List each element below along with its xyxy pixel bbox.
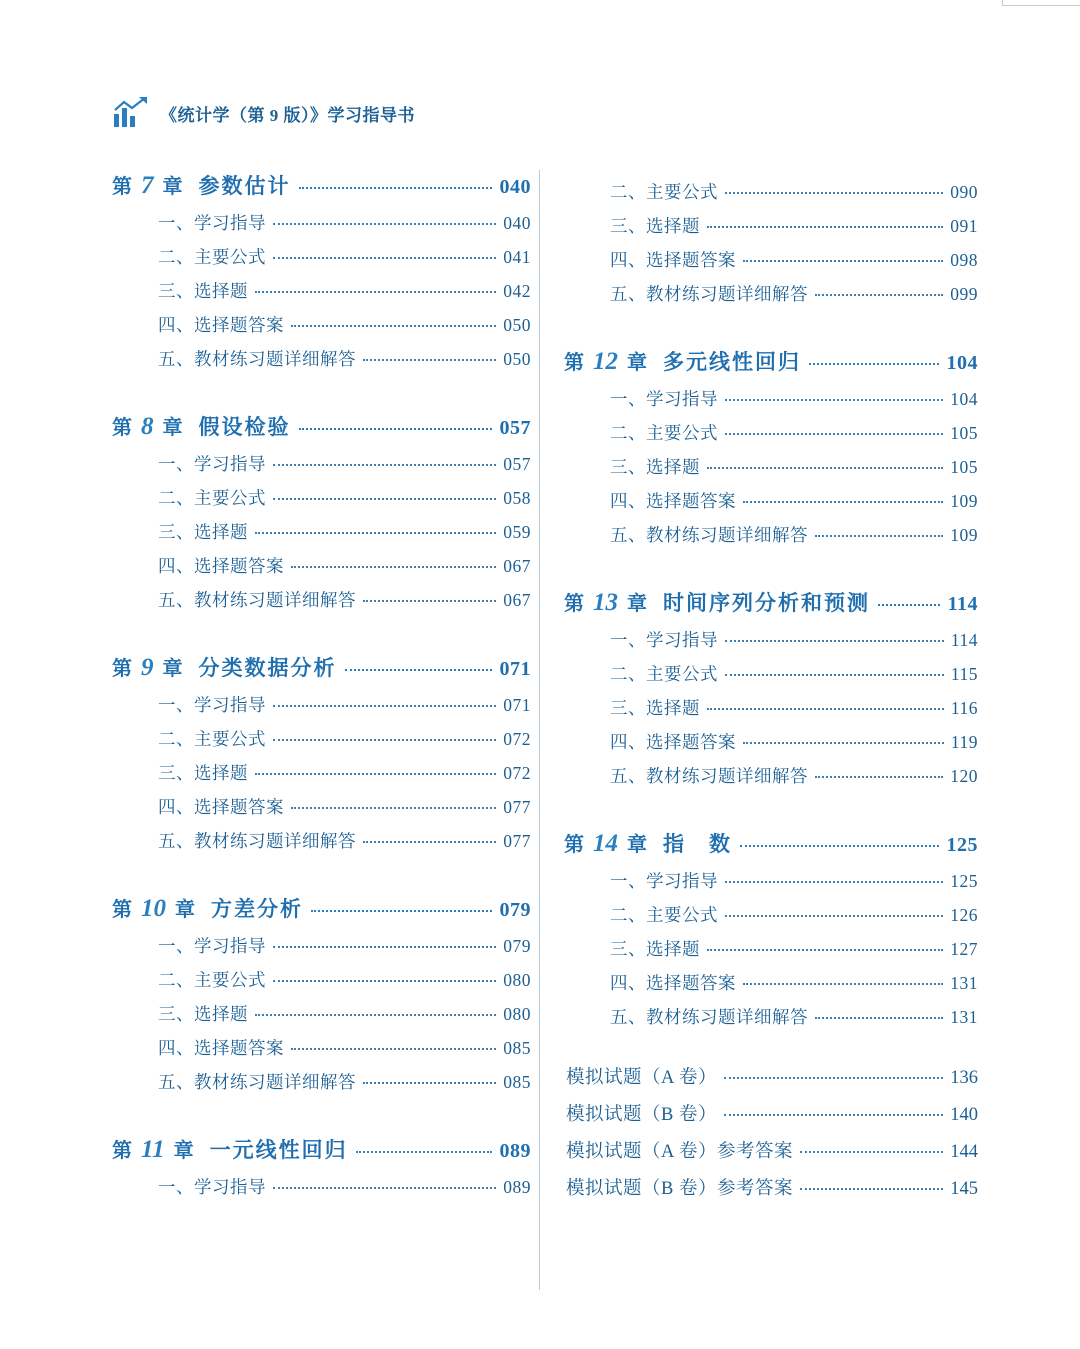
- entry-page-number: 080: [503, 970, 531, 990]
- chapter-title: 一元线性回归: [209, 1138, 348, 1162]
- toc-entry[interactable]: [610, 868, 978, 893]
- chapter-number: 8: [141, 413, 154, 440]
- toc-entry[interactable]: [610, 454, 978, 479]
- entry-label: 二、主要公式: [158, 488, 266, 508]
- toc-entry[interactable]: [610, 902, 978, 927]
- leader-dots: [707, 226, 943, 228]
- toc-entry[interactable]: [610, 1004, 978, 1029]
- leader-dots: [273, 464, 496, 466]
- chapter-page-number: 079: [499, 899, 531, 921]
- entry-label: 五、教材练习题详细解答: [610, 525, 808, 545]
- entry-label: 一、学习指导: [610, 630, 718, 650]
- leader-dots: [255, 532, 496, 534]
- toc-entry[interactable]: [610, 281, 978, 306]
- leader-dots: [743, 260, 943, 262]
- leader-dots: [725, 433, 943, 435]
- leader-dots: [299, 428, 492, 430]
- entry-label: 二、主要公式: [610, 182, 718, 202]
- chapter-page-number: 071: [499, 658, 531, 680]
- leader-dots: [743, 501, 943, 503]
- toc-entry[interactable]: [158, 828, 531, 853]
- leader-dots: [800, 1188, 943, 1190]
- leader-dots: [255, 291, 496, 293]
- leader-dots: [273, 223, 496, 225]
- entry-label: 一、学习指导: [158, 936, 266, 956]
- appendix-label: 模拟试题（B 卷）: [566, 1105, 717, 1125]
- leader-dots: [363, 841, 496, 843]
- toc-entry[interactable]: [158, 1001, 531, 1026]
- entry-label: 四、选择题答案: [158, 1038, 284, 1058]
- entry-label: 三、选择题: [610, 457, 700, 477]
- appendix-entry[interactable]: [564, 1100, 978, 1126]
- toc-left-column: [0, 170, 540, 1290]
- entry-page-number: 105: [950, 423, 978, 443]
- entry-label: 一、学习指导: [158, 1177, 266, 1197]
- leader-dots: [725, 915, 943, 917]
- chapter-number: 11: [141, 1136, 165, 1163]
- toc-entry[interactable]: [610, 627, 978, 652]
- toc-right-column: [540, 170, 1080, 1290]
- entry-page-number: 115: [950, 664, 978, 684]
- toc-entry[interactable]: [158, 692, 531, 717]
- entry-label: 二、主要公式: [610, 664, 718, 684]
- leader-dots: [273, 739, 496, 741]
- entry-label: 五、教材练习题详细解答: [610, 766, 808, 786]
- entry-label: 三、选择题: [610, 216, 700, 236]
- entry-page-number: 131: [950, 1007, 978, 1027]
- leader-dots: [291, 325, 496, 327]
- toc-entry[interactable]: [610, 386, 978, 411]
- entry-label: 一、学习指导: [158, 695, 266, 715]
- toc-entry[interactable]: [158, 933, 531, 958]
- toc-entry[interactable]: [158, 760, 531, 785]
- running-header: [112, 96, 415, 130]
- leader-dots: [815, 1017, 943, 1019]
- leader-dots: [724, 1114, 943, 1116]
- chapter-heading[interactable]: [112, 170, 531, 200]
- leader-dots: [291, 1048, 496, 1050]
- leader-dots: [311, 910, 492, 912]
- toc-entry[interactable]: [610, 522, 978, 547]
- appendix-label: 模拟试题（A 卷）参考答案: [566, 1142, 793, 1162]
- chapter-prefix: 第: [112, 658, 132, 680]
- leader-dots: [724, 1077, 943, 1079]
- chapter-unit: 章: [162, 176, 183, 198]
- toc-entry[interactable]: [158, 967, 531, 992]
- entry-page-number: 090: [950, 182, 978, 202]
- entry-page-number: 077: [503, 831, 531, 851]
- entry-page-number: 119: [950, 732, 978, 752]
- entry-label: 三、选择题: [158, 763, 248, 783]
- toc-entry[interactable]: [158, 587, 531, 612]
- appendix-page-number: 144: [950, 1142, 978, 1162]
- entry-label: 四、选择题答案: [158, 315, 284, 335]
- header-title: 《统计学（第 9 版）》学习指导书: [160, 105, 415, 125]
- chapter-heading[interactable]: [112, 652, 531, 682]
- entry-page-number: 098: [950, 250, 978, 270]
- toc-columns: [0, 170, 1080, 1290]
- entry-page-number: 071: [503, 695, 531, 715]
- chapter-title: 假设检验: [198, 415, 291, 439]
- chapter-heading[interactable]: [564, 587, 978, 617]
- chapter-page-number: 114: [947, 593, 978, 615]
- leader-dots: [363, 1082, 496, 1084]
- chapter-number: 10: [141, 895, 166, 922]
- toc-entry[interactable]: [610, 179, 978, 204]
- toc-entry[interactable]: [158, 1035, 531, 1060]
- entry-page-number: 131: [950, 973, 978, 993]
- chapter-title: 参数估计: [198, 174, 291, 198]
- entry-label: 五、教材练习题详细解答: [610, 1007, 808, 1027]
- entry-label: 二、主要公式: [158, 247, 266, 267]
- entry-page-number: 109: [950, 525, 978, 545]
- leader-dots: [345, 669, 492, 671]
- chapter-title: 分类数据分析: [198, 656, 337, 680]
- entry-label: 五、教材练习题详细解答: [610, 284, 808, 304]
- entry-label: 三、选择题: [158, 522, 248, 542]
- toc-entry[interactable]: [158, 210, 531, 235]
- toc-entry[interactable]: [610, 970, 978, 995]
- leader-dots: [273, 705, 496, 707]
- entry-label: 一、学习指导: [158, 454, 266, 474]
- toc-entry[interactable]: [158, 485, 531, 510]
- chapter-unit: 章: [175, 899, 195, 921]
- toc-entry[interactable]: [610, 763, 978, 788]
- entry-page-number: 067: [503, 556, 531, 576]
- leader-dots: [725, 640, 944, 642]
- entry-page-number: 085: [503, 1072, 531, 1092]
- chapter-title: 多元线性回归: [663, 350, 801, 374]
- appendix-page-number: 145: [950, 1179, 978, 1199]
- leader-dots: [707, 467, 943, 469]
- entry-label: 一、学习指导: [610, 389, 718, 409]
- entry-page-number: 077: [503, 797, 531, 817]
- leader-dots: [356, 1151, 492, 1153]
- chapter-number: 7: [141, 172, 154, 199]
- leader-dots: [273, 498, 496, 500]
- leader-dots: [291, 566, 496, 568]
- chapter-page-number: 104: [946, 352, 978, 374]
- chapter-page-number: 125: [946, 834, 978, 856]
- entry-label: 四、选择题答案: [610, 250, 736, 270]
- chapter-title: 方差分析: [211, 897, 303, 921]
- chapter-prefix: 第: [112, 1140, 132, 1162]
- entry-page-number: 041: [503, 247, 531, 267]
- leader-dots: [809, 363, 939, 365]
- entry-label: 四、选择题答案: [610, 973, 736, 993]
- leader-dots: [707, 949, 943, 951]
- chapter-prefix: 第: [112, 899, 132, 921]
- toc-entry[interactable]: [610, 936, 978, 961]
- entry-label: 五、教材练习题详细解答: [158, 349, 356, 369]
- entry-page-number: 091: [950, 216, 978, 236]
- leader-dots: [299, 187, 492, 189]
- entry-label: 三、选择题: [158, 281, 248, 301]
- entry-page-number: 104: [950, 389, 978, 409]
- entry-page-number: 085: [503, 1038, 531, 1058]
- leader-dots: [291, 807, 496, 809]
- appendix-entry[interactable]: [564, 1137, 978, 1163]
- chapter-number: 14: [593, 830, 618, 857]
- entry-page-number: 050: [503, 315, 531, 335]
- chapter-heading[interactable]: [112, 893, 531, 923]
- entry-page-number: 114: [950, 630, 978, 650]
- leader-dots: [363, 600, 496, 602]
- chapter-prefix: 第: [112, 176, 132, 198]
- entry-page-number: 127: [950, 939, 978, 959]
- leader-dots: [815, 294, 943, 296]
- chapter-number: 9: [141, 654, 154, 681]
- chapter-unit: 章: [627, 593, 647, 615]
- entry-page-number: 116: [950, 698, 978, 718]
- chapter-heading[interactable]: [564, 828, 978, 858]
- leader-dots: [273, 946, 496, 948]
- entry-label: 三、选择题: [610, 698, 700, 718]
- toc-entry[interactable]: [158, 1174, 531, 1199]
- toc-entry[interactable]: [158, 346, 531, 371]
- leader-dots: [707, 708, 944, 710]
- leader-dots: [725, 399, 943, 401]
- entry-page-number: 105: [950, 457, 978, 477]
- leader-dots: [800, 1151, 943, 1153]
- entry-page-number: 072: [503, 763, 531, 783]
- leader-dots: [273, 257, 496, 259]
- leader-dots: [273, 1187, 496, 1189]
- entry-page-number: 126: [950, 905, 978, 925]
- leader-dots: [740, 845, 939, 847]
- entry-label: 三、选择题: [158, 1004, 248, 1024]
- toc-entry[interactable]: [158, 726, 531, 751]
- chapter-prefix: 第: [112, 417, 132, 439]
- entry-label: 三、选择题: [610, 939, 700, 959]
- entry-page-number: 050: [503, 349, 531, 369]
- entry-page-number: 058: [503, 488, 531, 508]
- entry-label: 五、教材练习题详细解答: [158, 590, 356, 610]
- toc-entry[interactable]: [158, 244, 531, 269]
- toc-entry[interactable]: [610, 213, 978, 238]
- leader-dots: [878, 604, 940, 606]
- chapter-title: 时间序列分析和预测: [663, 591, 870, 615]
- leader-dots: [725, 674, 944, 676]
- chapter-unit: 章: [627, 834, 647, 856]
- toc-entry[interactable]: [610, 488, 978, 513]
- appendix-label: 模拟试题（A 卷）: [566, 1068, 717, 1088]
- chapter-heading[interactable]: [112, 411, 531, 441]
- appendix-page-number: 140: [950, 1105, 978, 1125]
- entry-page-number: 067: [503, 590, 531, 610]
- entry-label: 五、教材练习题详细解答: [158, 831, 356, 851]
- entry-label: 四、选择题答案: [610, 732, 736, 752]
- leader-dots: [363, 359, 496, 361]
- leader-dots: [255, 773, 496, 775]
- chapter-prefix: 第: [564, 352, 584, 374]
- chapter-title: 指 数: [663, 832, 732, 856]
- toc-entry[interactable]: [158, 278, 531, 303]
- chapter-page-number: 089: [499, 1140, 531, 1162]
- chapter-heading[interactable]: [112, 1134, 531, 1164]
- chapter-page-number: 040: [499, 176, 531, 198]
- toc-entry[interactable]: [610, 420, 978, 445]
- chapter-number: 13: [593, 589, 618, 616]
- appendix-entry[interactable]: [564, 1174, 978, 1200]
- entry-page-number: 059: [503, 522, 531, 542]
- leader-dots: [743, 983, 943, 985]
- entry-label: 二、主要公式: [610, 905, 718, 925]
- leader-dots: [725, 192, 943, 194]
- toc-entry[interactable]: [158, 1069, 531, 1094]
- entry-label: 二、主要公式: [158, 729, 266, 749]
- toc-entry[interactable]: [158, 794, 531, 819]
- leader-dots: [725, 881, 943, 883]
- chapter-number: 12: [593, 348, 618, 375]
- entry-label: 二、主要公式: [610, 423, 718, 443]
- entry-page-number: 120: [950, 766, 978, 786]
- chapter-page-number: 057: [499, 417, 531, 439]
- appendix-entry[interactable]: [564, 1063, 978, 1089]
- toc-entry[interactable]: [610, 729, 978, 754]
- entry-page-number: 080: [503, 1004, 531, 1024]
- chapter-prefix: 第: [564, 593, 584, 615]
- entry-page-number: 072: [503, 729, 531, 749]
- entry-label: 五、教材练习题详细解答: [158, 1072, 356, 1092]
- appendix-label: 模拟试题（B 卷）参考答案: [566, 1179, 793, 1199]
- leader-dots: [815, 776, 943, 778]
- appendix-section: [564, 1063, 978, 1200]
- leader-dots: [815, 535, 943, 537]
- leader-dots: [255, 1014, 496, 1016]
- entry-label: 四、选择题答案: [158, 797, 284, 817]
- chapter-heading[interactable]: [564, 346, 978, 376]
- toc-entry[interactable]: [158, 519, 531, 544]
- bar-chart-arrow-icon: [112, 96, 150, 130]
- entry-label: 四、选择题答案: [158, 556, 284, 576]
- entry-page-number: 079: [503, 936, 531, 956]
- entry-label: 四、选择题答案: [610, 491, 736, 511]
- toc-entry[interactable]: [610, 247, 978, 272]
- entry-page-number: 057: [503, 454, 531, 474]
- chapter-prefix: 第: [564, 834, 584, 856]
- chapter-unit: 章: [627, 352, 647, 374]
- entry-page-number: 040: [503, 213, 531, 233]
- toc-entry[interactable]: [158, 553, 531, 578]
- chapter-unit: 章: [162, 417, 183, 439]
- entry-label: 一、学习指导: [158, 213, 266, 233]
- toc-entry[interactable]: [158, 312, 531, 337]
- entry-page-number: 042: [503, 281, 531, 301]
- toc-entry[interactable]: [610, 661, 978, 686]
- chapter-unit: 章: [173, 1140, 194, 1162]
- entry-label: 一、学习指导: [610, 871, 718, 891]
- toc-entry[interactable]: [158, 451, 531, 476]
- page-corner-mark: [1002, 0, 1080, 6]
- appendix-page-number: 136: [950, 1068, 978, 1088]
- toc-entry[interactable]: [610, 695, 978, 720]
- entry-page-number: 099: [950, 284, 978, 304]
- leader-dots: [273, 980, 496, 982]
- entry-page-number: 089: [503, 1177, 531, 1197]
- entry-label: 二、主要公式: [158, 970, 266, 990]
- chapter-unit: 章: [162, 658, 183, 680]
- entry-page-number: 125: [950, 871, 978, 891]
- leader-dots: [743, 742, 944, 744]
- entry-page-number: 109: [950, 491, 978, 511]
